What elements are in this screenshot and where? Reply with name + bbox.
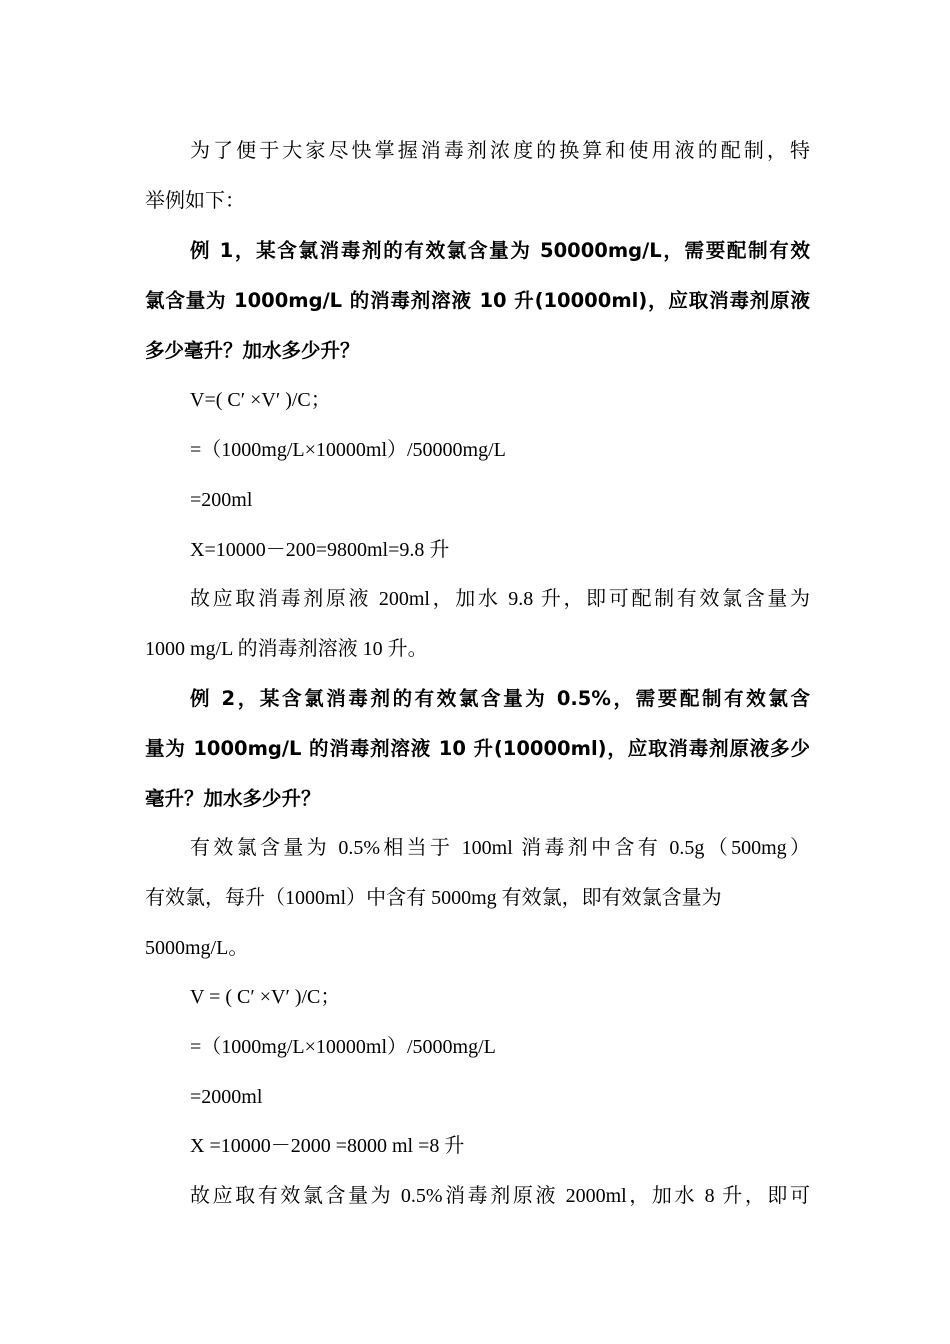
example2-question-line-2: 量为 1000mg/L 的消毒剂溶液 10 升(10000ml)，应取消毒剂原液多少	[145, 737, 810, 760]
example2-explanation-line-2: 有效氯，每升（1000ml）中含有 5000mg 有效氯，即有效氯含量为	[145, 887, 722, 909]
intro-line-1: 为了便于大家尽快掌握消毒剂浓度的换算和使用液的配制，特	[190, 140, 810, 162]
example2-formula-line-2: =（1000mg/L×10000ml）/5000mg/L	[190, 1036, 496, 1058]
example2-question-line-1: 例 2，某含氯消毒剂的有效氯含量为 0.5%，需要配制有效氯含	[190, 687, 810, 710]
example1-question-line-1: 例 1，某含氯消毒剂的有效氯含量为 50000mg/L，需要配制有效	[190, 239, 810, 262]
example1-question-line-2: 氯含量为 1000mg/L 的消毒剂溶液 10 升(10000ml)，应取消毒剂原液	[145, 289, 810, 312]
example1-conclusion-line-2: 1000 mg/L 的消毒剂溶液 10 升。	[145, 638, 428, 660]
example1-formula-line-4: X=10000－200=9800ml=9.8 升	[190, 539, 450, 561]
example2-formula-line-3: =2000ml	[190, 1086, 263, 1108]
example1-formula-line-1: V=( C′ ×V′ )/C；	[190, 389, 331, 411]
example1-formula-line-2: =（1000mg/L×10000ml）/50000mg/L	[190, 439, 506, 461]
example2-explanation-line-1: 有效氯含量为 0.5%相当于 100ml 消毒剂中含有 0.5g（500mg）	[190, 837, 810, 859]
example2-question-line-3: 毫升？加水多少升？	[145, 787, 321, 810]
example2-formula-line-4: X =10000－2000 =8000 ml =8 升	[190, 1135, 465, 1157]
example1-formula-line-3: =200ml	[190, 489, 253, 511]
example2-formula-line-1: V = ( C′ ×V′ )/C；	[190, 986, 341, 1008]
example1-question-line-3: 多少毫升？加水多少升？	[145, 339, 360, 362]
example2-conclusion-line-1: 故应取有效氯含量为 0.5%消毒剂原液 2000ml，加水 8 升，即可	[190, 1185, 810, 1207]
example1-conclusion-line-1: 故应取消毒剂原液 200ml，加水 9.8 升，即可配制有效氯含量为	[190, 588, 810, 610]
intro-line-2: 举例如下：	[145, 190, 245, 212]
example2-explanation-line-3: 5000mg/L。	[145, 937, 249, 959]
